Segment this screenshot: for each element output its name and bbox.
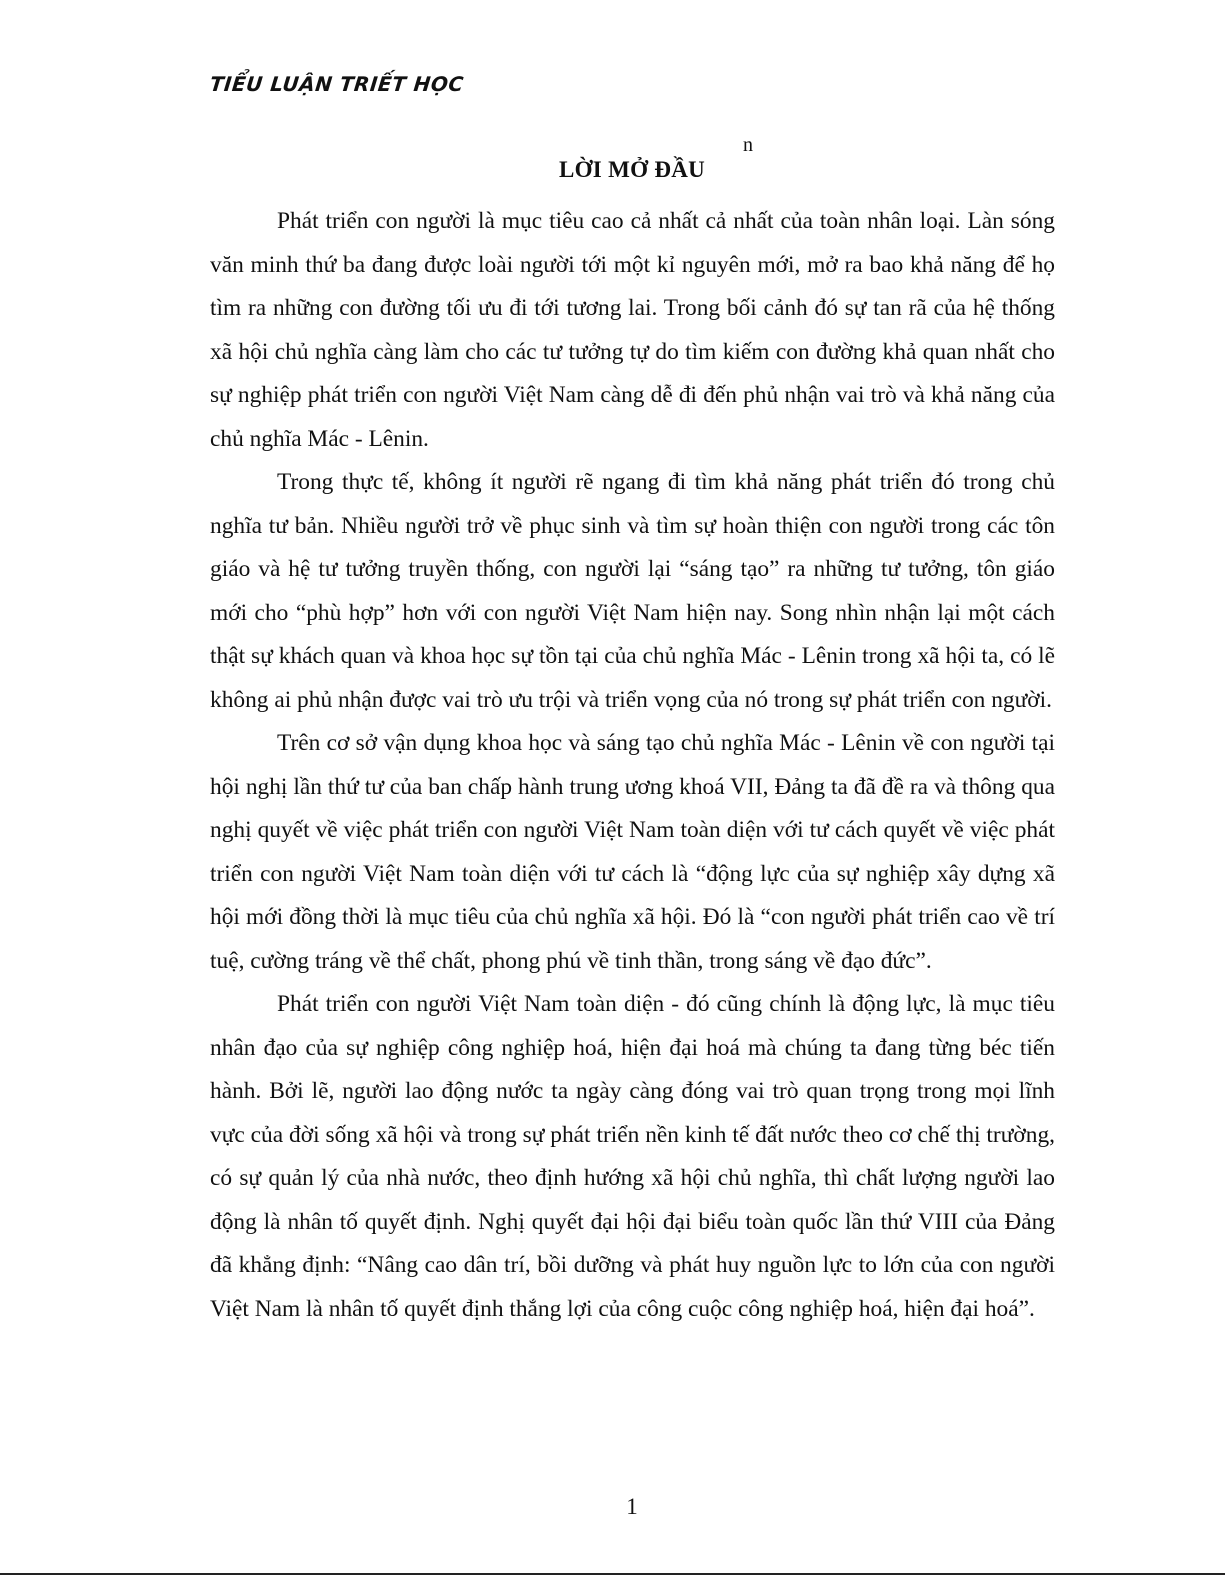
bottom-divider <box>0 1573 1225 1575</box>
paragraph: Phát triển con người là mục tiêu cao cả nhất cả nhất của toàn nhân loại. Làn sóng văn minh thứ ba đang được loài người tới một kỉ nguyên mới, mở ra bao khả năng để họ tìm ra những con đường tối ưu đi tới tương lai. Trong bối cảnh đó sự tan rã của hệ thống xã hội chủ nghĩa càng làm cho các tư tưởng tự do tìm kiếm con đường khả quan nhất cho sự nghiệp phát triển con người Việt Nam càng dễ đi đến phủ nhận vai trò và khả năng của chủ nghĩa Mác - Lênin. <box>210 208 1055 452</box>
paragraph: Trong thực tế, không ít người rẽ ngang đi tìm khả năng phát triển đó trong chủ nghĩa tư bản. Nhiều người trở về phục sinh và tìm sự hoàn thiện con người trong các tôn giáo và hệ tư tưởng truyền thống, con người lại “sáng tạo” ra những tư tưởng, tôn giáo mới cho “phù hợp” hơn với con người Việt Nam hiện nay. Song nhìn nhận lại một cách thật sự khách quan và khoa học sự tồn tại của chủ nghĩa Mác - Lênin trong xã hội ta, có lẽ không ai phủ nhận được vai trò ưu trội và triển vọng của nó trong sự phát triển con người. <box>210 469 1055 713</box>
page-title: LỜI MỞ ĐẦU <box>558 157 706 182</box>
running-header: TIỂU LUẬN TRIẾT HỌC <box>208 72 465 96</box>
body-text <box>210 200 1055 1331</box>
stray-mark: n <box>743 134 753 156</box>
paragraph: Phát triển con người Việt Nam toàn diện - đó cũng chính là động lực, là mục tiêu nhân đạo của sự nghiệp công nghiệp hoá, hiện đại hoá mà chúng ta đang từng béc tiến hành. Bởi lẽ, người lao động nước ta ngày càng đóng vai trò quan trọng trong mọi lĩnh vực của đời sống xã hội và trong sự phát triển nền kinh tế đất nước theo cơ chế thị trường, có sự quản lý của nhà nước, theo định hướng xã hội chủ nghĩa, thì chất lượng người lao động là nhân tố quyết định. Nghị quyết đại hội đại biểu toàn quốc lần thứ VIII của Đảng đã khẳng định: “Nâng cao dân trí, bồi dưỡng và phát huy nguồn lực to lớn của con người Việt Nam là nhân tố quyết định thắng lợi của công cuộc công nghiệp hoá, hiện đại hoá”. <box>210 991 1055 1322</box>
page-number: 1 <box>626 1494 638 1519</box>
paragraph: Trên cơ sở vận dụng khoa học và sáng tạo chủ nghĩa Mác - Lênin về con người tại hội nghị lần thứ tư của ban chấp hành trung ương khoá VII, Đảng ta đã đề ra và thông qua nghị quyết về việc phát triển con người Việt Nam toàn diện với tư cách quyết về việc phát triển con người Việt Nam toàn diện với tư cách là “động lực của sự nghiệp xây dựng xã hội mới đồng thời là mục tiêu của chủ nghĩa xã hội. Đó là “con người phát triển cao về trí tuệ, cường tráng về thể chất, phong phú về tinh thần, trong sáng về đạo đức”. <box>210 730 1055 974</box>
